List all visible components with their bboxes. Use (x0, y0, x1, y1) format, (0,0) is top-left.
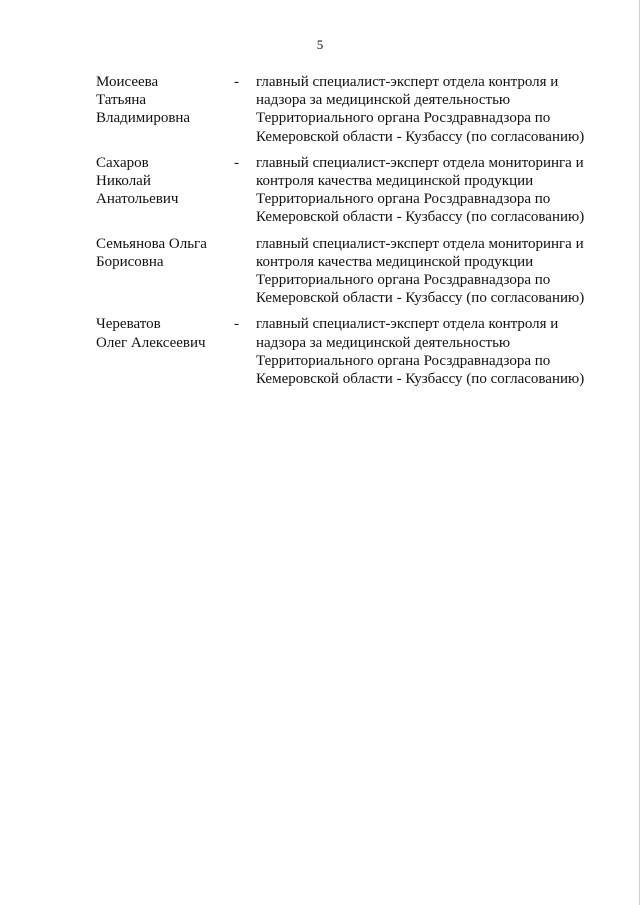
member-dash (234, 235, 256, 308)
member-name: Сахаров Николай Анатольевич (96, 154, 179, 208)
member-name: Моисеева Татьяна Владимировна (96, 74, 191, 127)
member-entry (96, 154, 606, 227)
member-entry (96, 73, 606, 146)
member-dash: - (234, 74, 239, 90)
member-entry (96, 235, 606, 308)
member-entry (96, 315, 606, 388)
member-position: главный специалист-эксперт отдела мониторинга и контроля качества медицинской продукции Территориального органа Росздравнадзора по Кемеровской области - Кузбассу (по согласованию) (256, 235, 585, 307)
member-list (96, 73, 606, 396)
member-position: главный специалист-эксперт отдела контроля и надзора за медицинской деятельностью Территориального органа Росздравнадзора по Кемеровской области - Кузбассу (по согласованию) (256, 316, 585, 388)
member-name: Череватов Олег Алексеевич (96, 316, 206, 351)
page-number: 5 (316, 37, 324, 52)
member-position: главный специалист-эксперт отдела мониторинга и контроля качества медицинской продукции Территориального органа Росздравнадзора по Кемеровской области - Кузбассу (по согласованию) (256, 154, 585, 226)
member-name: Семьянова Ольга Борисовна (96, 235, 207, 270)
member-position: главный специалист-эксперт отдела контроля и надзора за медицинской деятельностью Территориального органа Росздравнадзора по Кемеровской области - Кузбассу (по согласованию) (256, 74, 585, 145)
member-dash: - (234, 316, 239, 333)
member-dash: - (234, 154, 239, 171)
